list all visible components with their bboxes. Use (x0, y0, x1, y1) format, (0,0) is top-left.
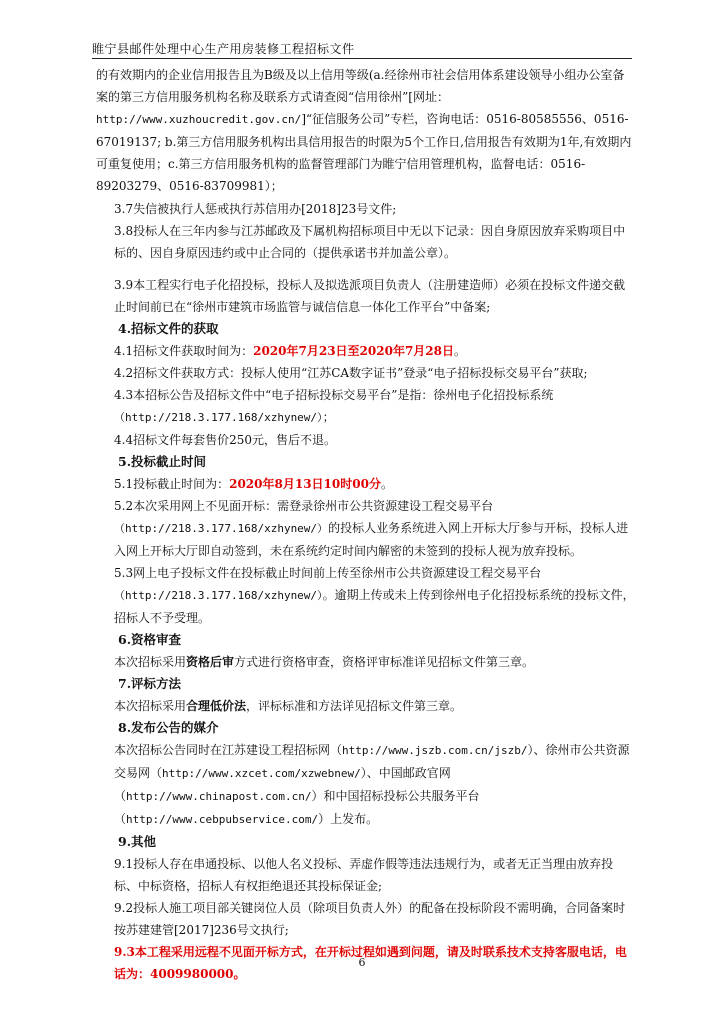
text: ）、徐州市公共资源交易网（ (114, 743, 630, 780)
section-heading-7: 7.评标方法 (118, 676, 182, 691)
jszb-url: http://www.jszb.com.cn/jszb/ (342, 744, 528, 757)
text: 方式进行资格审查，资格评审标准详见招标文件第三章。 (234, 655, 535, 669)
section-heading-9: 9.其他 (118, 834, 157, 849)
paragraph-3-8: 3.8投标人在三年内参与江苏邮政及下属机构招标项目中无以下记录：因自身原因放弃采购项目中标的、因自身原因违约或中止合同的（提供承诺书并加盖公章）。 (114, 224, 626, 260)
bold-term: 合理低价法 (186, 699, 247, 713)
text: ，评标标准和方法详见招标文件第三章。 (246, 699, 463, 713)
paragraph-3-9: 3.9本工程实行电子化招投标，投标人及拟选派项目负责人（注册建造师）必须在投标文件递交截止时间前已在“徐州市建筑市场监管与诚信信息一体化工作平台”中备案; (114, 278, 626, 314)
text: 5.1投标截止时间为： (114, 477, 230, 491)
paragraph-4-1 (96, 340, 636, 362)
text: 的投标人业务系统进入网上开标大厅参与开标，投标人进入网上开标大厅即自动签到，未在系统约定时间内解密的未签到的投标人视为放弃投标。 (114, 521, 629, 558)
text: 。 (380, 477, 393, 491)
paragraph-3-7: 3.7失信被执行人惩戒执行苏信用办[2018]23号文件; (114, 202, 397, 216)
chinapost-url: http://www.chinapost.com.cn/ (126, 790, 312, 803)
text: 本次招标采用 (114, 699, 187, 713)
paragraph-6 (96, 651, 636, 673)
text: ]“征信服务公司”专栏，咨询电话：0516-80585556、0516-67019137; b.第三方信用服务机构出具信用报告的时限为5个工作日,信用报告有效期为1年,有效期内可重复使用；c.第三方信用服务机构的监督管理部门为睢宁信用管理机构，监督电话：0516-89203279、0516-83709981）； (96, 112, 632, 193)
document-body (96, 64, 636, 985)
paragraph-7 (96, 695, 636, 717)
text: ）、中国邮政官网（ (114, 766, 451, 803)
text: 4.3本招标公告及招标文件中“电子招标投标交易平台”是指：徐州电子化招投标系统 (114, 388, 554, 402)
paragraph-9-1: 9.1投标人存在串通投标、以他人名义投标、弄虚作假等违法违规行为，或者无正当理由放弃投标、中标资格，招标人有权拒绝退还其投标保证金; (114, 857, 614, 893)
cebpubservice-url: http://www.cebpubservice.com/ (126, 813, 319, 826)
section-heading-4: 4.招标文件的获取 (118, 321, 219, 336)
page-number: 6 (358, 956, 366, 969)
text: 本次招标公告同时在江苏建设工程招标网（ (114, 743, 343, 757)
text: 5.2本次采用网上不见面开标：需登录徐州市公共资源建设工程交易平台 (114, 499, 494, 513)
platform-url: （http://218.3.177.168/xzhynew/） (114, 411, 323, 424)
platform-url: （http://218.3.177.168/xzhynew/） (114, 522, 329, 535)
paragraph-9-3: 9.3本工程采用远程不见面开标方式，在开标过程如遇到问题，请及时联系技术支持客服电话，电话为：4009980000。 (114, 945, 627, 981)
text: 。逾期上传或未上传到徐州电子化招投标系统的投标文件，招标人不予受理。 (114, 588, 635, 625)
paragraph-4-3 (96, 384, 636, 429)
highlight-deadline: 2020年8月13日10时00分 (229, 477, 381, 491)
text: ； (322, 410, 335, 424)
paragraph-4-2: 4.2招标文件获取方式：投标人使用“江苏CA数字证书”登录“电子招标投标交易平台”获取; (114, 366, 588, 380)
bold-term: 资格后审 (186, 655, 235, 669)
paragraph-5-2 (96, 495, 636, 562)
paragraph-5-3 (96, 562, 636, 629)
paragraph-5-1 (96, 473, 636, 495)
text: 的有效期内的企业信用报告且为B级及以上信用等级(a.经徐州市社会信用体系建设领导小组办公室备案的第三方信用服务机构名称及联系方式请查阅“信用徐州”[网址： (96, 68, 625, 104)
paragraph-credit-report (96, 64, 636, 197)
text: 4.1招标文件获取时间为： (114, 344, 254, 358)
text: 5.3网上电子投标文件在投标截止时间前上传至徐州市公共资源建设工程交易平台 (114, 566, 542, 580)
text: ）上发布。 (318, 812, 379, 826)
section-heading-5: 5.投标截止时间 (118, 454, 207, 469)
text: ）和中国招标投标公共服务平台（ (114, 789, 480, 826)
section-heading-6: 6.资格审查 (118, 632, 182, 647)
credit-url: http://www.xuzhoucredit.gov.cn/ (96, 113, 302, 126)
xzcet-url: http://www.xzcet.com/xzwebnew/ (162, 767, 361, 780)
text: 本次招标采用 (114, 655, 187, 669)
header-rule (92, 58, 632, 59)
platform-url: （http://218.3.177.168/xzhynew/） (114, 589, 323, 602)
text: 。 (454, 344, 467, 358)
section-heading-8: 8.发布公告的媒介 (118, 720, 219, 735)
paragraph-9-2: 9.2投标人施工项目部关键岗位人员（除项目负责人外）的配备在投标阶段不需明确，合同备案时按苏建建管[2017]236号文执行; (114, 901, 626, 937)
paragraph-8 (96, 739, 636, 831)
document-header: 睢宁县邮件处理中心生产用房装修工程招标文件 (92, 42, 355, 56)
highlight-date: 2020年7月23日至2020年7月28日 (253, 344, 454, 358)
paragraph-4-4: 4.4招标文件每套售价250元，售后不退。 (114, 433, 336, 447)
